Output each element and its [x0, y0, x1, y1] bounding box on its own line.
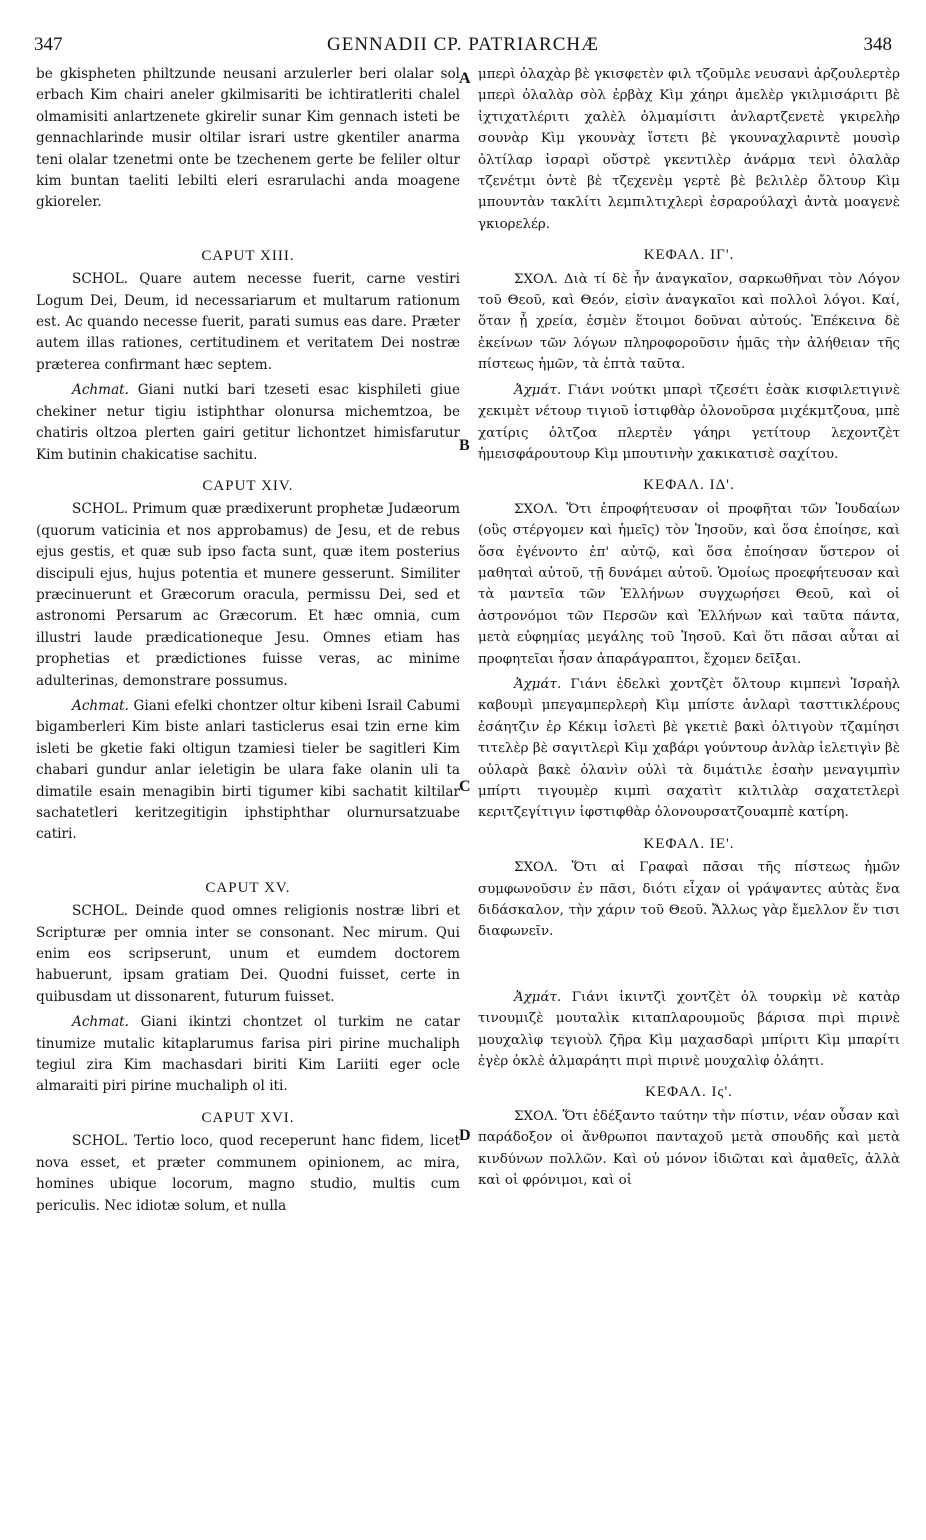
page-number-left: 347 [34, 34, 63, 55]
scholium-paragraph: ΣΧΟΛ. Ὅτι ἐπροφήτευσαν οἱ προφῆται τῶν Ἰουδαίων (οὓς στέργομεν καὶ ἡμεῖς) τὸν Ἰησοῦν, καὶ ὅσα ἐποίησε, καὶ ὅσα ἐγένοντο ἐπ' αὐτῷ, καὶ ὅσα ἐποίησαν ὕστερον οἱ μαθηταὶ αὐτοῦ, τῇ δυνάμει αὐτοῦ. Ὁμοίως προεφήτευσαν καὶ τὰ μαντεῖα τῶν Ἑλλήνων συγχωρήσει Θεοῦ, καὶ οἱ ἀστρονόμοι τῶν Περσῶν καὶ Ἑλλήνων καὶ ταῦτα πάντα, μετὰ εὐφημίας μεγάλης τοῦ Ἰησοῦ. Καὶ ὅτι πᾶσαι αὗται αἱ προφητεῖαι ἦσαν ἀπαράγραπτοι, ἔχομεν δεῖξαι. [478, 501, 900, 667]
latin-column [36, 64, 460, 1221]
chapter-heading: CAPUT XIV. [202, 477, 294, 494]
achmat-paragraph [36, 696, 460, 846]
margin-marker-d: D [459, 1127, 471, 1144]
chapter-heading: CAPUT XIII. [201, 247, 295, 264]
chapter-heading: CAPUT XVI. [201, 1109, 295, 1126]
chapter-heading: ΚΕΦΑΛ. ΙΓ'. [643, 247, 735, 264]
chapter-heading: ΚΕΦΑΛ. ΙΔ'. [643, 477, 735, 494]
achmat-paragraph [478, 380, 900, 466]
achmat-paragraph [478, 674, 900, 824]
scholium-paragraph: ΣΧΟΛ. Διὰ τί δὲ ἦν ἀναγκαῖον, σαρκωθῆναι τὸν Λόγον τοῦ Θεοῦ, καὶ Θεόν, εἰσὶν ἀναγκαῖοι καὶ πολλοὶ λόγοι. Καί, ὅταν ᾖ χρεία, ἐσμὲν ἕτοιμοι δοῦναι αὐτούς. Ἐπέκεινα δὲ ἐκείνων τῶν λόγων πληροφοροῦσιν ἡμᾶς τὴν ἀλήθειαν τῆς πίστεως ἡμῶν, τὰ ἑπτὰ ταῦτα. [478, 271, 900, 373]
margin-marker-c: C [459, 778, 471, 795]
page-header [0, 30, 926, 62]
achmat-label: Ἀχμάτ. [514, 989, 562, 1005]
achmat-label: Achmat. [72, 697, 129, 714]
achmat-text: Γιάνι ἰκιντζὶ χοντζὲτ ὀλ τουρκὶμ νὲ κατὰρ τινουμιζὲ μουταλὶκ κιταπλαρουμοῦς βάρισα πιρὶ πιρινὲ μουχαλὶφ τεγιοὺλ ζῆρα Κὶμ μαχασδαρὶ μπίριτι Κὶμ μπαρίτι ἐγὲρ ὀκλὲ ἀλμαράητι πιρὶ πιρινὲ μουχαλὶφ ὀλάητι. [478, 989, 900, 1070]
scholium-paragraph: ΣΧΟΛ. Ὅτι ἐδέξαντο ταύτην τὴν πίστιν, νέαν οὖσαν καὶ παράδοξον οἱ ἄνθρωποι πανταχοῦ μετὰ σπουδῆς καὶ μετὰ κινδύνων πολλῶν. Καὶ οὐ μόνον ἰδιῶται καὶ ἀμαθεῖς, ἀλλὰ καὶ οἱ φρόνιμοι, καὶ οἱ [478, 1108, 900, 1189]
page-number-right: 348 [863, 34, 892, 55]
achmat-text: Giani ikintzi chontzet ol turkim ne catar tinumize mutalic kitaplarumus farisa piri pirine muchaliph tegiul zira Kim machasdari biriti Kim Lariiti eger ocle almaraiti piri pirine muchaliph ol iti. [36, 1014, 460, 1095]
greek-column [478, 64, 900, 1196]
scholium-paragraph: ΣΧΟΛ. Ὅτι αἱ Γραφαὶ πᾶσαι τῆς πίστεως ἡμῶν συμφωνοῦσιν ἐν πᾶσι, διότι εἶχαν οἱ γράψαντες αὐτὰς ἕνα διδάσκαλον, τὴν χάριν τοῦ Θεοῦ. Ἄλλως γὰρ ἔμελλον ἔν τισι διαφωνεῖν. [478, 860, 900, 940]
achmat-label: Ἀχμάτ. [514, 382, 562, 398]
achmat-text: Γιάνι νούτκι μπαρὶ τζεσέτι ἐσὰκ κισφιλετιγινὲ χεκιμὲτ νέτουρ τιγιοῦ ἰστιφθὰρ ὀλονοῦρσα μιχέκμτζουα, μπὲ χατίρις ὀλτζοα πλερτὲν γάηρι γετίτουρ λεχοντζὲτ ἡμεισφάρουτουρ Κὶμ μπουτινὴν χακικατισὲ σαχίτου. [478, 382, 901, 462]
achmat-label: Achmat. [72, 382, 129, 399]
achmat-text: Giani nutki bari tzeseti esac kisphileti giue chekiner netur tigiu istiphthar olonursa michemtzoa, be chatiris oltzoa plerten gairi getitur lichontzet himisfarutur Kim butinin chakicatise sachitu. [36, 382, 460, 463]
scholium-paragraph: SCHOL. Primum quæ prædixerunt prophetæ Judæorum (quorum vaticinia et nos approbamus) de Jesu, et de rebus ejus gestis, et quæ sub ipso facta sunt, quæ item posterius discipuli ejus, hujus potentia et munere gesserunt. Similiter præcinuerunt et Græcorum oracula, permissu Dei, sed et astronomi Persarum ac Græcorum. Et hæc omnia, cum illustri laude prædicationeque Jesu. Omnes etiam has prophetias et prædictiones fuisse veras, ac minime adulterinas, demonstrare possumus. [36, 501, 460, 689]
margin-marker-a: A [459, 70, 471, 87]
achmat-label: Achmat. [72, 1014, 129, 1031]
achmat-paragraph [36, 1012, 460, 1098]
intro-paragraph: μπερὶ ὀλαχὰρ βὲ γκισφετὲν φιλ τζοῦμλε νευσανὶ ἀρζουλερτὲρ μπερὶ ὀλαλὰρ σὸλ ἐρβὰχ Κὶμ χάηρι ἀμελὲρ γκιλμισάριτι βὲ ἰχτιχατλέριτι χαλὲλ ὀλμαμίσιτι ἀνλαρτζενετὲ γκιρελὴρ σουνὰρ Κὶμ γκουνὰχ ἴστετι βὲ γκουναχλαριντὲ μουσὶρ ὀλτίλαρ ἰσραρὶ οὔστρὲ γκεντιλὲρ ἀνάρμα τενὶ ὀλαλὰρ τζενέτμι ὀντὲ βὲ τζεχενὲμ γερτὲ βὲ βελιλὲρ ὄλτουρ Κὶμ μπουντὰν τακλίτι λεμπιλτιχλερὶ ἐσραρούλαχὶ ἀντὰ μοαγενὲ γκιορελέρ. [478, 67, 900, 232]
scholium-paragraph: SCHOL. Deinde quod omnes religionis nostræ libri et Scripturæ per omnia inter se consonant. Nec mirum. Qui enim eos scripserunt, unum et eumdem doctorem habuerunt, ipsam gratiam Dei. Quodni fuisset, certe in quibusdam ut dissonarent, futurum fuisset. [36, 903, 460, 1005]
running-title: GENNADII CP. PATRIARCHÆ [327, 34, 599, 55]
chapter-heading: CAPUT XV. [205, 879, 291, 896]
achmat-paragraph [36, 380, 460, 466]
intro-paragraph: be gkispheten philtzunde neusani arzulerler beri olalar sol erbach Kim chairi aneler gkilmisariti be ichtiratleriti chalel olmamisiti anlartzenete gkirelir sunar Kim gennach isteti be gennachlarinde musir oltilar israri ustre gkentiler anarma teni olalar tzenetmi onte be tzechenem gerte be feliler oltur kim buntan taeliti lebilti eleri esrarulachi anda moagene gkioreler. [36, 66, 460, 211]
scholium-paragraph: SCHOL. Quare autem necesse fuerit, carne vestiri Logum Dei, Deum, id necessariarum et multarum rationum est. Ac quando necesse fuerit, parati sumus eas dare. Præter autem illas rationes, certitudinem et veritatem Dei nostræ præterea confirmant hæc septem. [36, 271, 460, 373]
achmat-text: Giani efelki chontzer oltur kibeni Israil Cabumi bigamberleri Kim biste anlari tasticlerus esai tzin erne kim isleti be gketie faki oltigun tzamiesi tieler be sagitleri Kim chabari gundur anlar ieletigin be ulara fake olanin uli ta dimatile esain menagibin birti tigumer kibi sachatit kiltilar sachatetleri keritzegitigin iphstiphthar olurnursatzuabe catiri. [36, 697, 460, 843]
achmat-text: Γιάνι ἐδελκὶ χοντζὲτ ὄλτουρ κιμπενὶ Ἰσραὴλ καβουμὶ μπεγαμπερλερὴ Κὶμ μπίστε ἀνλαρὶ τασττικλέρους ἐσάητζιν ἐρ Κέκιμ ἰσλετὶ βὲ γκετιὲ βακὶ ὀλτιγοὺν τζαμίησι τιτελὲρ βὲ σαγιτλερὶ Κὶμ χαβάρι γούντουρ ἀνλὰρ ἰελετιγὶν βὲ οὐλαρὰ βακὲ ὀλανὶν οὐλὶ τὰ διμάτιλε ἐσαὴν μεναγιμπὶν μπίρτι τιγουμὲρ κιμπὶ σαχατὶτ κιλτιλὰρ σαχατετλερὶ κεριτζεγίτιγιν ἰφστιφθὰρ ὀλονουρσατζουαμπὲ κατίρη. [478, 676, 900, 821]
achmat-paragraph [478, 987, 900, 1073]
margin-marker-b: B [459, 437, 470, 454]
chapter-heading: ΚΕΦΑΛ. ΙΕ'. [643, 835, 735, 852]
chapter-heading: ΚΕΦΑΛ. Ις'. [645, 1084, 733, 1101]
achmat-label: Ἀχμάτ. [514, 676, 562, 692]
scholium-paragraph: SCHOL. Tertio loco, quod receperunt hanc fidem, licet nova esset, et præter communem opinionem, ac mira, homines ubique locorum, magno studio, multis cum periculis. Nec idiotæ solum, et nulla [36, 1133, 460, 1214]
